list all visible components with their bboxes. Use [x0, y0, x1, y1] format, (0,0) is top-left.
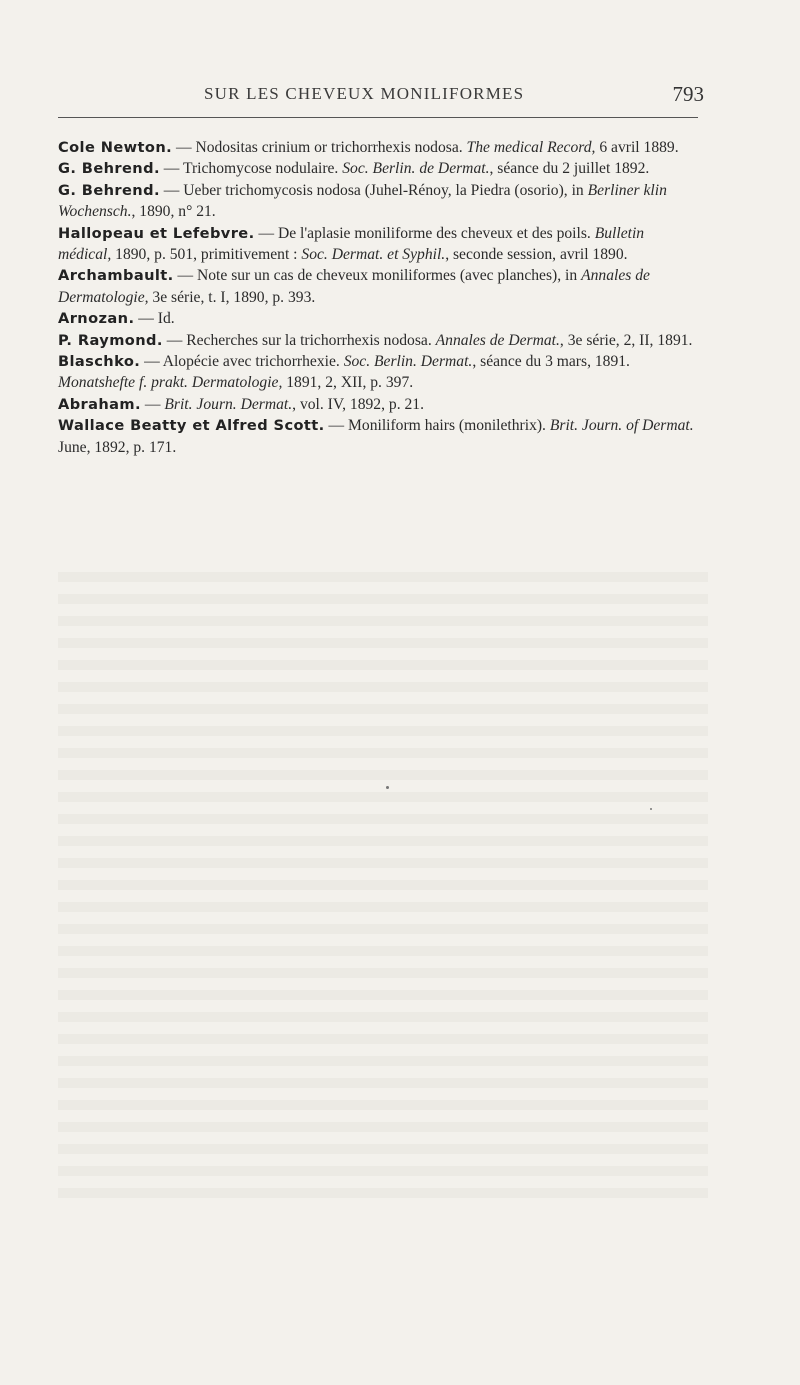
entry-source-title: Soc. Berlin. de Dermat. — [342, 160, 490, 178]
entry-author: P. Raymond. — [58, 331, 163, 349]
bibliography-entry — [58, 351, 700, 394]
entry-text: — Ueber trichomycosis nodosa (Juhel-Rénoy, la Piedra (osorio), in — [159, 181, 588, 199]
header-rule — [58, 117, 698, 118]
bibliography-entry — [58, 308, 700, 329]
entry-text: 1891, 2, XII, p. 397. — [282, 374, 414, 392]
entry-source-title: Brit. Journ. of Dermat. — [549, 417, 694, 435]
entry-author: Arnozan. — [58, 310, 135, 328]
entry-text: , séance du 3 mars, 1891. — [472, 353, 630, 371]
entry-source-title: The medical Record, — [466, 139, 596, 156]
paper-speck — [386, 786, 389, 789]
bibliography-list — [58, 137, 700, 458]
bibliography-entry — [58, 137, 700, 158]
entry-text: — Note sur un cas de cheveux moniliformes (avec planches), in — [173, 267, 582, 285]
entry-text: — Alopécie avec trichorrhexie. — [140, 353, 344, 371]
entry-author: Abraham. — [58, 395, 141, 413]
entry-text: — — [140, 395, 165, 413]
entry-text: June, 1892, p. 171. — [58, 438, 177, 456]
entry-source-title: Monatshefte f. prakt. Dermatologie, — [58, 374, 283, 392]
entry-author: Hallopeau et Lefebvre. — [58, 224, 255, 242]
bibliography-entry — [58, 330, 700, 351]
entry-text: 1890, p. 501, primitivement : — [111, 246, 302, 264]
entry-source-title: Brit. Journ. Dermat. — [164, 395, 293, 413]
entry-source-title: Bulletin médical, — [58, 224, 645, 264]
entry-text: , séance du 2 juillet 1892. — [489, 160, 650, 178]
entry-text: , 1890, n° 21. — [131, 203, 216, 221]
entry-source-title: Berliner klin Wochensch. — [58, 181, 667, 221]
paper-speck — [650, 808, 652, 810]
entry-text: , 3e série, 2, II, 1891. — [559, 331, 693, 349]
entry-text: — Recherches sur la trichorrhexis nodosa. — [162, 331, 436, 349]
entry-author: Archambault. — [58, 267, 174, 285]
bleed-through-texture — [58, 560, 708, 1200]
entry-author: G. Behrend. — [58, 181, 160, 199]
entry-text: , vol. IV, 1892, p. 21. — [292, 395, 424, 413]
page-number: 793 — [672, 82, 704, 106]
entry-author: Wallace Beatty et Alfred Scott. — [58, 417, 325, 435]
entry-source-title: Annales de Dermatologie, — [58, 267, 650, 306]
entry-text: , seconde session, avril 1890. — [445, 246, 628, 264]
entry-text: 3e série, t. I, 1890, p. 393. — [148, 288, 316, 306]
entry-source-title: Soc. Berlin. Dermat. — [343, 353, 473, 371]
bibliography-entry — [58, 180, 700, 223]
entry-text: — De l'aplasie moniliforme des cheveux et des poils. — [254, 224, 595, 242]
bibliography-entry — [58, 415, 700, 458]
bibliography-entry — [58, 394, 700, 415]
entry-source-title: Soc. Dermat. et Syphil. — [301, 246, 446, 264]
entry-author: Cole Newton. — [58, 139, 173, 156]
page-header — [58, 82, 704, 114]
entry-text: — Id. — [134, 310, 175, 328]
bibliography-entry — [58, 158, 700, 179]
bibliography-entry — [58, 265, 700, 308]
entry-text: — Moniliform hairs (monilethrix). — [324, 417, 550, 435]
entry-text: 6 avril 1889. — [595, 139, 679, 156]
entry-author: Blaschko. — [58, 353, 141, 371]
bibliography-entry — [58, 223, 700, 266]
entry-source-title: Annales de Dermat. — [435, 331, 560, 349]
entry-author: G. Behrend. — [58, 160, 160, 178]
running-head: SUR LES CHEVEUX MONILIFORMES — [204, 84, 525, 103]
entry-text: — Nodositas crinium or trichorrhexis nodosa. — [172, 139, 467, 156]
entry-text: — Trichomycose nodulaire. — [159, 160, 343, 178]
